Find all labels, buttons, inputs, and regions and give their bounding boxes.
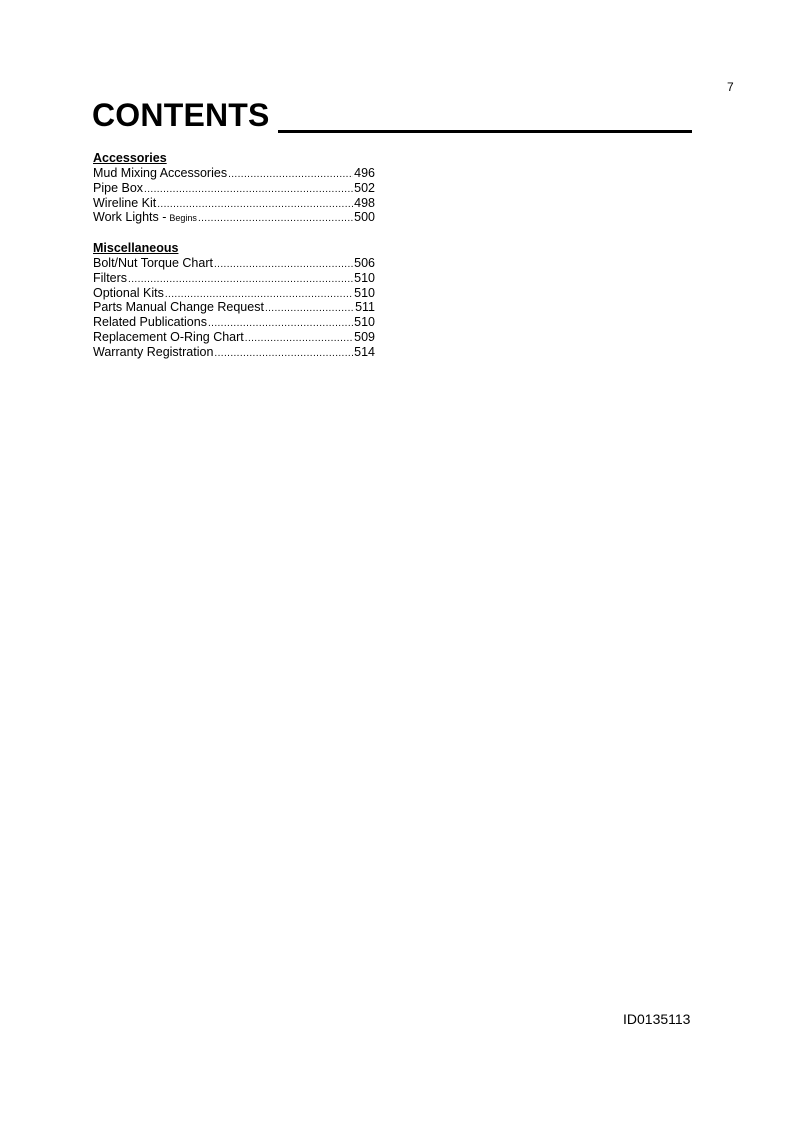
dot-leader: [228, 168, 353, 181]
dot-leader: [265, 302, 354, 315]
toc-entry-label: Warranty Registration: [93, 344, 214, 359]
toc-entry-work-lights[interactable]: [93, 210, 375, 225]
dot-leader: [214, 258, 353, 271]
toc-entry-label: Bolt/Nut Torque Chart: [93, 256, 213, 270]
toc-entry-optional-kits[interactable]: [93, 286, 375, 301]
toc-entry-page: 514: [354, 344, 375, 359]
toc-entry-page: 506: [354, 256, 375, 270]
toc-entry-label: Related Publications: [93, 315, 207, 330]
toc-entry-warranty-registration[interactable]: [93, 345, 375, 360]
page-title: CONTENTS: [92, 97, 270, 133]
toc-section-accessories: [93, 151, 375, 225]
toc-entry-page: 509: [354, 329, 375, 344]
toc-entry-label: Wireline Kit: [93, 195, 157, 210]
toc-section-miscellaneous: [93, 241, 375, 360]
toc-entry-page: 511: [355, 300, 375, 315]
contents-header: [92, 96, 692, 136]
page-number: 7: [727, 80, 734, 94]
toc-entry-mud-mixing-accessories[interactable]: [93, 166, 375, 181]
toc-entry-page: 510: [354, 315, 375, 330]
dot-leader: [157, 198, 353, 211]
toc-entry-label: Optional Kits: [93, 285, 164, 300]
toc-entry-label: Work Lights -: [93, 210, 167, 225]
toc-entry-label: Mud Mixing Accessories: [93, 166, 228, 180]
dot-leader: [144, 183, 353, 196]
toc-entry-related-publications[interactable]: [93, 315, 375, 330]
dot-leader: [165, 288, 353, 301]
toc-entry-label: Pipe Box: [93, 180, 144, 195]
dot-leader: [214, 347, 353, 360]
toc-entry-note: Begins: [169, 213, 197, 224]
dot-leader: [208, 317, 353, 330]
toc-entry-parts-manual-change-request[interactable]: [93, 300, 375, 315]
dot-leader: [198, 212, 353, 225]
document-id: ID0135113: [623, 1011, 691, 1027]
title-underline-rule: [278, 130, 692, 133]
toc-entry-filters[interactable]: [93, 271, 375, 286]
toc-entry-wireline-kit[interactable]: [93, 196, 375, 211]
toc-entry-label: Replacement O-Ring Chart: [93, 329, 244, 344]
toc-entry-label: Parts Manual Change Request: [93, 300, 264, 315]
toc-entry-bolt-nut-torque-chart[interactable]: [93, 256, 375, 271]
section-heading: Miscellaneous: [93, 241, 179, 255]
toc-entry-page: 510: [354, 285, 375, 300]
toc-entry-page: 500: [354, 210, 375, 225]
toc-entry-label: Filters: [93, 270, 128, 285]
dot-leader: [128, 273, 353, 286]
toc-entry-replacement-o-ring-chart[interactable]: [93, 330, 375, 345]
toc-entry-pipe-box[interactable]: [93, 181, 375, 196]
toc-entry-page: 496: [354, 166, 375, 180]
toc-entry-page: 498: [354, 195, 375, 210]
toc-entry-page: 510: [354, 270, 375, 285]
section-heading: Accessories: [93, 151, 167, 165]
toc-entry-page: 502: [354, 180, 375, 195]
dot-leader: [245, 332, 353, 345]
